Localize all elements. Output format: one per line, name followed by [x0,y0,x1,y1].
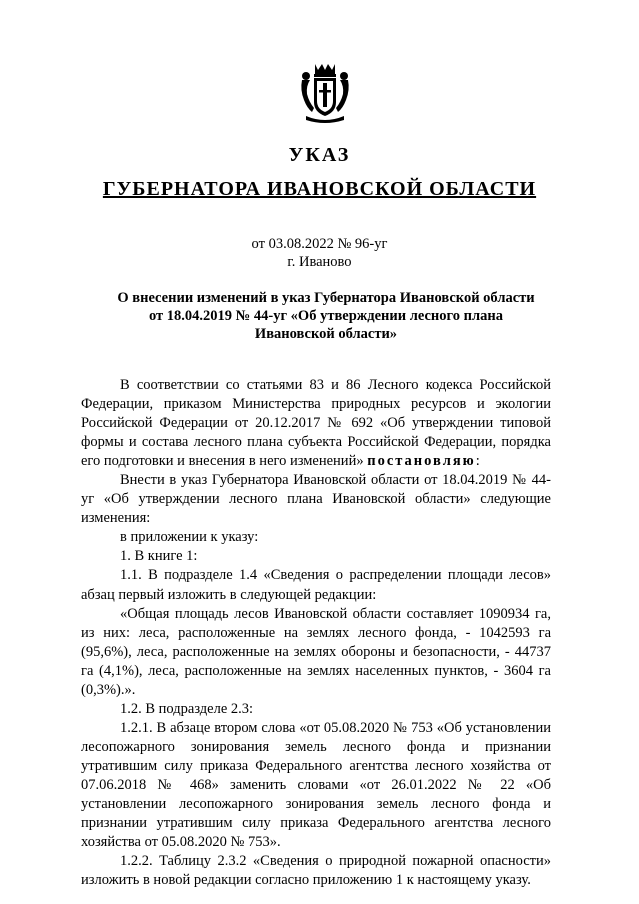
decree-date-number: от 03.08.2022 № 96-уг [251,236,388,252]
decree-body [81,376,551,890]
heading-line-2: от 18.04.2019 № 44-уг «Об утверждении лесного плана [149,308,503,324]
coat-of-arms-icon [298,60,352,126]
paragraph-preamble [81,376,551,471]
paragraph-amend: Внести в указ Губернатора Ивановской области от 18.04.2019 № 44-уг «Об утверждении лесного плана Ивановской области» следующие изменения: [81,472,551,527]
document-type-title: УКАЗ [288,144,351,166]
paragraph-appendix: в приложении к указу: [120,529,259,546]
heading-line-3: Ивановской области» [254,326,398,342]
preamble-end: : [475,453,480,470]
paragraph-1-2-1: 1.2.1. В абзаце втором слова «от 05.08.2020 № 753 «Об установлении лесопожарного зонирования земель лесного фонда и признании утратившим силу приказа Федерального агентства лесного хозяйства от 07.06.2018 № 468» заменить словами «от 26.01.2022 № 22 «Об установлении лесопожарного зонирования земель лесного фонда и признании утратившим силу приказа Федерального агентства лесного хозяйства от 05.08.2020 № 753». [81,719,551,851]
issuer-title: ГУБЕРНАТОРА ИВАНОВСКОЙ ОБЛАСТИ [102,178,537,200]
paragraph-forest-area: «Общая площадь лесов Ивановской области составляет 1090934 га, из них: леса, расположенные на землях лесного фонда, - 1042593 га (95,6%), леса, расположенные на землях обороны и безопасности, - 44737 га (4,1%), леса, расположенные на землях населенных пунктов, - 3604 га (0,3%).». [81,605,551,698]
decree-word: постановляю [367,453,476,470]
decree-heading [90,289,562,343]
paragraph-book-1: 1. В книге 1: [120,548,198,565]
paragraph-1-2: 1.2. В подразделе 2.3: [120,700,254,717]
preamble-text: В соответствии со статьями 83 и 86 Лесного кодекса Российской Федерации, приказом Министерства природных ресурсов и экологии Российской Федерации от 20.12.2017 № 692 «Об утверждении типовой формы и состава лесного плана субъекта Российской Федерации, порядка его подготовки и внесения в него изменений» [81,377,551,470]
paragraph-1-1: 1.1. В подразделе 1.4 «Сведения о распределении площади лесов» абзац первый изложить в следующей редакции: [81,567,551,603]
paragraph-1-2-2: 1.2.2. Таблицу 2.3.2 «Сведения о природной пожарной опасности» изложить в новой редакции согласно приложению 1 к настоящему указу. [81,853,551,889]
decree-city: г. Иваново [287,254,352,270]
heading-line-1: О внесении изменений в указ Губернатора Ивановской области [117,290,535,306]
